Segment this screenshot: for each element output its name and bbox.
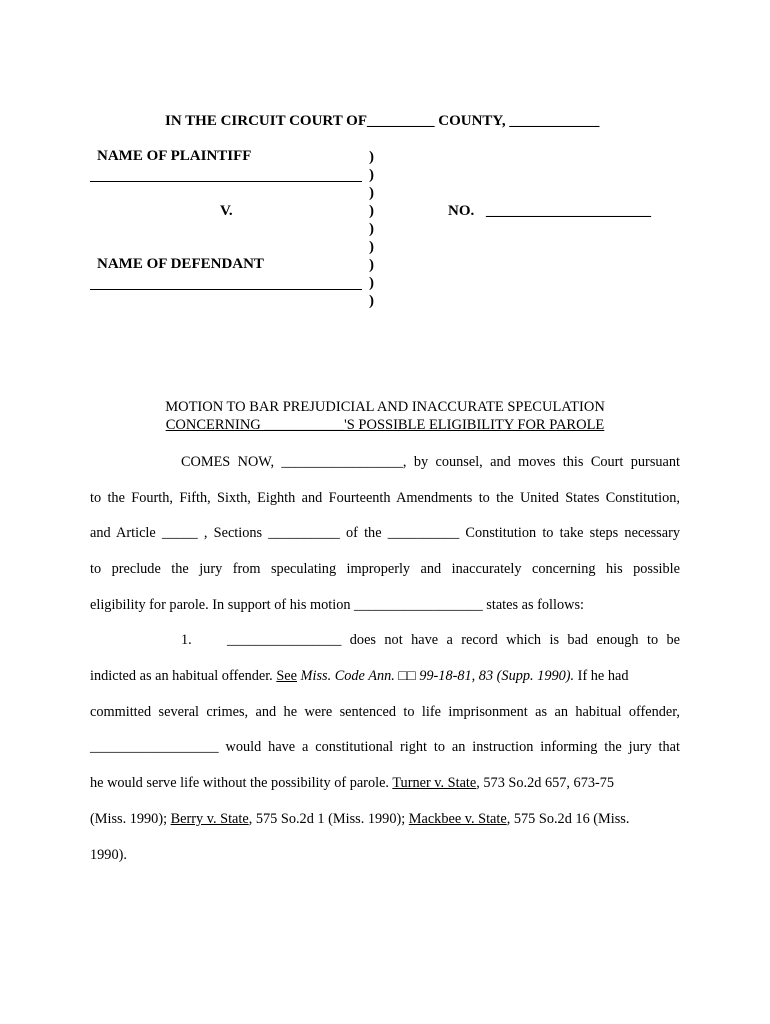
- case-number-blank: ______________________: [486, 203, 651, 219]
- text-span: indicted as an habitual offender.: [90, 668, 277, 684]
- plaintiff-label: NAME OF PLAINTIFF: [97, 148, 252, 164]
- paragraph-line: COMES NOW, _________________, by counsel, and moves this Court pursuant: [181, 454, 680, 470]
- caption-paren: ): [369, 257, 374, 273]
- case-citation: Mackbee v. State: [408, 811, 507, 827]
- caption-paren: ): [369, 221, 374, 237]
- versus-label: V.: [220, 203, 233, 219]
- paragraph-line: [90, 667, 629, 685]
- case-citation: Turner v. State: [392, 775, 477, 791]
- text-span: (Miss. 1990);: [90, 811, 171, 827]
- paragraph-line: to the Fourth, Fifth, Sixth, Eighth and Fourteenth Amendments to the United States Constitution,: [90, 490, 680, 506]
- caption-paren: ): [369, 149, 374, 165]
- motion-title-line1: MOTION TO BAR PREJUDICIAL AND INACCURATE SPECULATION: [165, 399, 605, 415]
- caption-paren: ): [369, 275, 374, 291]
- paragraph-line: eligibility for parole. In support of his motion __________________ states as follows:: [90, 597, 584, 613]
- caption-paren: ): [369, 293, 374, 309]
- plaintiff-signature-line: [90, 181, 362, 182]
- text-span: , 575 So.2d 16 (Miss.: [506, 811, 630, 827]
- case-number-label: NO.: [448, 203, 475, 219]
- caption-paren: ): [369, 167, 374, 183]
- text-span: If he had: [574, 668, 629, 684]
- caption-paren: ): [369, 239, 374, 255]
- paragraph-line: ________________ does not have a record which is bad enough to be: [227, 632, 680, 648]
- caption-paren: ): [369, 203, 374, 219]
- paragraph-line: to preclude the jury from speculating improperly and inaccurately concerning his possible: [90, 561, 680, 577]
- paragraph-line: and Article _____ , Sections __________ of the __________ Constitution to take steps necessary: [90, 525, 680, 541]
- defendant-label: NAME OF DEFENDANT: [97, 256, 264, 272]
- paragraph-line: committed several crimes, and he were sentenced to life imprisonment as an habitual offender,: [90, 704, 680, 720]
- defendant-signature-line: [90, 289, 362, 290]
- court-heading: IN THE CIRCUIT COURT OF_________ COUNTY, ____________: [165, 113, 600, 129]
- motion-title-line2: CONCERNING ___________'S POSSIBLE ELIGIBILITY FOR PAROLE: [165, 417, 605, 433]
- text-span: , 575 So.2d 1 (Miss. 1990);: [248, 811, 409, 827]
- paragraph-line: [90, 774, 614, 792]
- text-span: he would serve life without the possibility of parole.: [90, 775, 393, 791]
- statute-citation: Miss. Code Ann. □□ 99-18-81, 83 (Supp. 1990).: [296, 668, 575, 684]
- see-signal: See: [276, 668, 297, 684]
- item-number: 1.: [181, 632, 192, 648]
- caption-paren: ): [369, 185, 374, 201]
- case-citation: Berry v. State: [170, 811, 249, 827]
- text-span: , 573 So.2d 657, 673-75: [476, 775, 615, 791]
- paragraph-line: [90, 810, 629, 828]
- paragraph-line: 1990).: [90, 847, 127, 863]
- paragraph-line: __________________ would have a constitutional right to an instruction informing the jury that: [90, 739, 680, 755]
